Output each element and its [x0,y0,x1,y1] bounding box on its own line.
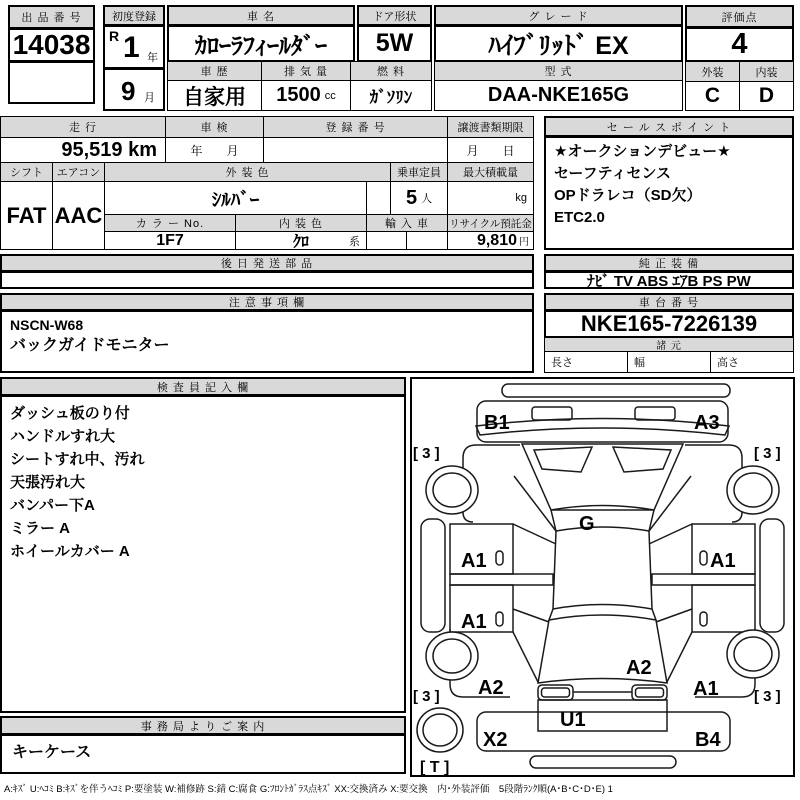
grade-header: グ レ ー ド [434,5,683,26]
later-parts-value [0,271,534,289]
history-header: 車 歴 [167,61,262,81]
first-reg-month-suffix: 月 [144,92,155,104]
max-load-unit: kg [515,192,527,204]
equipment-value: ﾅﾋﾞ TV ABS ｴｱB PS PW [544,271,794,289]
damage-label-front-door-left: A1 [461,550,487,572]
interior-grade-header: 内装 [739,61,794,82]
max-load-value [447,181,534,215]
ext-color-header: 外 装 色 [104,162,391,182]
sales-points-header: セ ー ル ス ポ イ ン ト [544,116,794,137]
mileage-value: 95,519 km [0,137,166,163]
import-header: 輸 入 車 [366,214,448,232]
interior-grade-value: D [739,81,794,111]
int-color-suffix: 系 [349,235,360,248]
inspector-content [0,395,406,713]
spec-header: 諸 元 [544,337,794,352]
spec-width-cell: 幅 [627,351,711,373]
notes-line: バックガイドモニター [10,337,170,354]
spec-length-cell: 長さ [544,351,628,373]
first-reg-header: 初度登録 [103,5,165,26]
int-color-value: ｸﾛ 系 [235,231,367,250]
damage-label-front-door-right: A1 [710,550,736,572]
damage-label-rear-wheel-left: [ 3 ] [413,688,440,705]
door-shape-header: ドア形状 [357,5,432,26]
max-load-header: 最大積載量 [447,162,534,182]
damage-label-rear-bumper-left: X2 [483,729,508,751]
score-value: 4 [685,27,794,62]
inspector-line: ハンドルすれ大 [10,428,116,445]
inspector-line: シートすれ中、汚れ [10,451,145,468]
damage-label-front-bumper-left: B1 [484,412,510,434]
damage-label-tailgate: U1 [560,709,586,731]
damage-label-rear-door-left: A1 [461,611,487,633]
color-no-value: 1F7 [104,231,236,250]
sales-points-content [544,136,794,250]
shaken-header: 車 検 [165,116,264,138]
history-value: 自家用 [167,80,262,111]
later-parts-header: 後 日 発 送 部 品 [0,254,534,272]
exterior-grade-header: 外装 [685,61,740,82]
auction-no-header: 出 品 番 号 [8,5,95,29]
capacity-header: 乗車定員 [390,162,448,182]
fuel-header: 燃 料 [350,61,432,81]
damage-code-legend: A:ｷｽﾞ U:ﾍｺﾐ B:ｷｽﾞを伴うﾍｺﾐ P:要塗装 W:補修跡 S:錆 C:腐食 G:ﾌﾛﾝﾄｶﾞﾗｽ点ｷｽﾞ XX:交換済み X:要交換 内･外装評価 5段階ﾗﾝｸ順(A･B･C･D･E) 1 [4,784,613,795]
car-outline-shapes [417,384,784,768]
office-notice-header: 事 務 局 よ り ご 案 内 [0,716,406,735]
inspector-line: バンパー下A [10,497,95,514]
damage-labels [413,412,781,775]
grade-value: ﾊｲﾌﾞﾘｯﾄﾞ EX [434,25,683,62]
sales-point-line: ★オークションデビュー★ [554,143,731,160]
office-notice-value: キーケース [0,734,406,774]
damage-label-windshield: G [579,513,595,535]
first-reg-era: R [109,28,120,44]
car-name-header: 車 名 [167,5,355,26]
damage-label-front-bumper-right: A3 [694,412,720,434]
inspector-line: ダッシュ板のり付 [10,405,130,422]
model-header: 型 式 [434,61,683,81]
sales-point-line: ETC2.0 [554,209,605,226]
recycle-header: リサイクル預託金 [447,214,534,232]
first-reg-month: 9 [121,76,136,106]
notes-content [0,310,534,373]
capacity-value: 5 人 [390,181,448,215]
ext-color-value: ｼﾙﾊﾞｰ [104,181,367,215]
transfer-deadline-value: 月 日 [447,137,534,163]
int-color-header: 内 装 色 [235,214,367,232]
displacement-unit: cc [324,89,336,102]
damage-label-spare-tire: [ T ] [420,759,450,775]
car-damage-diagram [410,377,795,777]
notes-line: NSCN-W68 [10,317,84,333]
damage-label-quarter-right: A2 [626,657,652,679]
shift-header: シフト [0,162,53,182]
damage-label-quarter-left: A2 [478,677,504,699]
inspector-line: ホイールカバー A [10,543,130,560]
displacement-header: 排 気 量 [261,61,351,81]
mileage-header: 走 行 [0,116,166,138]
door-shape-value: 5W [357,25,432,62]
notes-header: 注 意 事 項 欄 [0,293,534,311]
equipment-header: 純 正 装 備 [544,254,794,272]
reg-no-value [263,137,448,163]
shift-value: FAT [0,181,53,250]
transfer-deadline-header: 譲渡書類期限 [447,116,534,138]
inspector-header: 検 査 員 記 入 欄 [0,377,406,396]
exterior-grade-value: C [685,81,740,111]
recycle-unit: 円 [519,237,529,248]
auction-no-empty-box [8,61,95,104]
sales-point-line: セーフティセンス [554,165,672,182]
inspector-line: 天張汚れ大 [10,474,86,491]
recycle-value: 9,810 円 [447,231,534,250]
spec-height-cell: 高さ [710,351,794,373]
first-reg-year-suffix: 年 [147,52,158,64]
car-topview-svg [412,379,793,775]
damage-label-front-wheel-right: [ 3 ] [754,445,781,462]
color-no-header: カ ラ ー No. [104,214,236,232]
damage-label-rear-fender-right: A1 [693,678,719,700]
chassis-no-value: NKE165-7226139 [544,310,794,338]
car-name-value: ｶﾛｰﾗﾌｨｰﾙﾀﾞｰ [167,25,355,62]
damage-label-front-wheel-left: [ 3 ] [413,445,440,462]
displacement-value: 1500 cc [261,80,351,111]
shaken-value: 年 月 [165,137,264,163]
auction-no-value: 14038 [8,28,95,62]
first-reg-year: 1 [123,31,140,64]
inspector-line: ミラー A [10,520,71,537]
damage-label-rear-wheel-right: [ 3 ] [754,688,781,705]
score-header: 評価点 [685,5,794,28]
ac-header: エアコン [52,162,105,182]
sales-point-line: OPドラレコ（SD欠） [554,187,702,204]
ac-value: AAC [52,181,105,250]
capacity-unit: 人 [421,193,433,205]
model-value: DAA-NKE165G [434,80,683,111]
first-reg-month-cell [103,68,165,111]
import-cell-1 [366,231,407,250]
first-reg-year-cell [103,25,165,69]
ext-color-extra-cell [366,181,391,215]
reg-no-header: 登 録 番 号 [263,116,448,138]
fuel-value: ｶﾞｿﾘﾝ [350,80,432,111]
chassis-no-header: 車 台 番 号 [544,293,794,311]
damage-label-rear-bumper-right: B4 [695,729,721,751]
import-cell-2 [406,231,448,250]
